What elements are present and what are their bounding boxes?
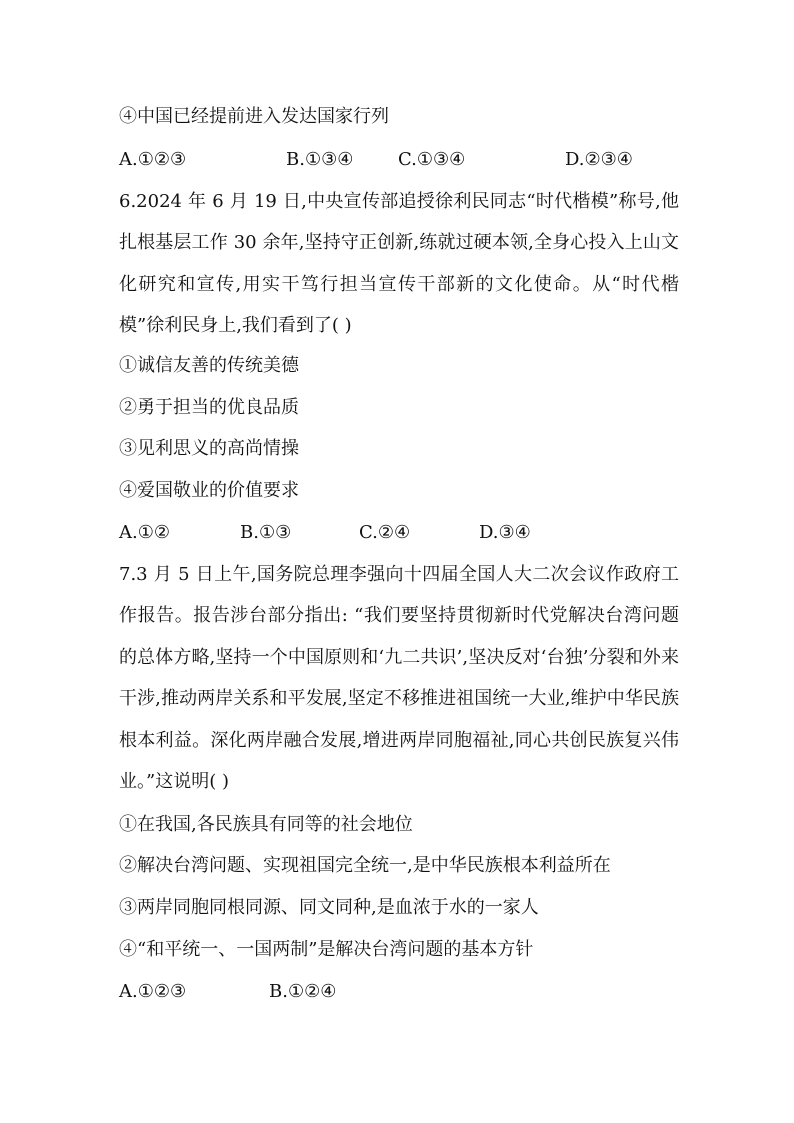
q7-stem: 7.3 月 5 日上午,国务院总理李强向十四届全国人大二次会议作政府工作报告。报告涉台部分指出: “我们要坚持贯彻新时代党解决台湾问题的总体方略,坚持一个中国原则和‘九二共识’,坚决反对‘台独’分裂和外来干涉,推动两岸关系和平发展,坚定不移推进祖国统一大业,维护中华民族根本利益。深化两岸融合发展,增进两岸同胞福祉,同心共创民族复兴伟业。”这说明( ) [119, 564, 679, 793]
prev-option-b[interactable]: B.①③④ [286, 149, 354, 170]
q6-stem: 6.2024 年 6 月 19 日,中央宣传部追授徐利民同志“时代楷模”称号,他扎根基层工作 30 余年,坚持守正创新,练就过硬本领,全身心投入上山文化研究和宣传,用实干笃行担当宣传干部新的文化使命。从“时代楷模”徐利民身上,我们看到了( ) [119, 191, 679, 337]
q6-option-d[interactable]: D.③④ [479, 522, 531, 543]
prev-item-4: ④中国已经提前进入发达国家行列 [119, 106, 389, 127]
prev-option-c[interactable]: C.①③④ [398, 149, 466, 170]
q6-item-3: ③见利思义的高尚情操 [119, 438, 299, 459]
q6-item-2: ②勇于担当的优良品质 [119, 397, 299, 418]
q6-option-b[interactable]: B.①③ [240, 522, 292, 543]
prev-option-d[interactable]: D.②③④ [565, 149, 633, 170]
q6-item-4: ④爱国敬业的价值要求 [119, 480, 299, 501]
q7-item-1: ①在我国,各民族具有同等的社会地位 [119, 814, 413, 835]
prev-option-a[interactable]: A.①②③ [119, 149, 187, 170]
q6-option-c[interactable]: C.②④ [359, 522, 411, 543]
q7-option-a[interactable]: A.①②③ [119, 981, 187, 1002]
q7-item-4: ④“和平统一、一国两制”是解决台湾问题的基本方针 [119, 939, 534, 960]
q7-item-3: ③两岸同胞同根同源、同文同种,是血浓于水的一家人 [119, 897, 539, 918]
q7-option-b[interactable]: B.①②④ [269, 981, 337, 1002]
q6-item-1: ①诚信友善的传统美德 [119, 355, 299, 376]
q6-option-a[interactable]: A.①② [119, 522, 170, 543]
q7-item-2: ②解决台湾问题、实现祖国完全统一,是中华民族根本利益所在 [119, 855, 611, 876]
